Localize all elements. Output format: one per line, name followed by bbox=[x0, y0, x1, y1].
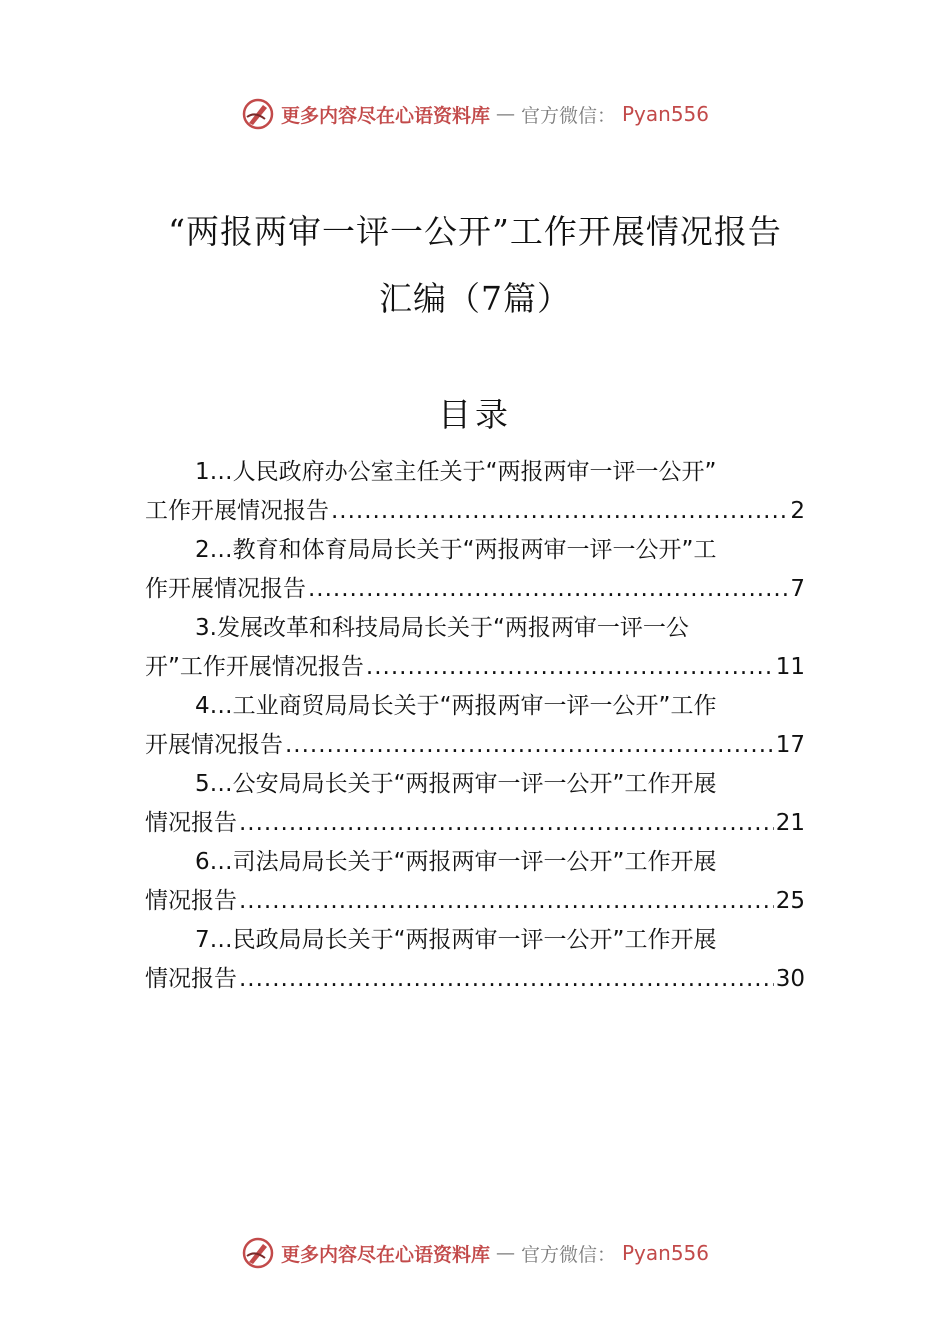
document-title-line2: 汇编（7篇） bbox=[379, 279, 571, 318]
toc-entry-1[interactable] bbox=[145, 453, 805, 531]
table-of-contents bbox=[145, 453, 805, 999]
toc-page-number: 21 bbox=[775, 810, 805, 836]
banner-dash: — bbox=[495, 1242, 515, 1264]
toc-entry-title-cont: 作开展情况报告 bbox=[145, 576, 306, 602]
toc-entry-6[interactable] bbox=[145, 843, 805, 921]
toc-heading: 目录 bbox=[438, 395, 512, 434]
footer-banner bbox=[0, 1233, 950, 1273]
document-title-line1: “两报两审一评一公开”工作开展情况报告 bbox=[168, 212, 782, 251]
banner-label: 官方微信： bbox=[520, 104, 616, 127]
toc-leader-dots bbox=[239, 804, 774, 843]
toc-leader-dots bbox=[239, 882, 774, 921]
toc-entry-5[interactable] bbox=[145, 765, 805, 843]
toc-entry-title-cont: 工作开展情况报告 bbox=[145, 498, 329, 524]
toc-entry-title-cont: 开”工作开展情况报告 bbox=[145, 654, 364, 680]
banner-label: 官方微信： bbox=[520, 1243, 616, 1266]
banner-wechat-id: Pyan556 bbox=[622, 1241, 710, 1265]
pen-seal-logo-icon bbox=[241, 1236, 275, 1270]
banner-text: 更多内容尽在心语资料库 bbox=[280, 1243, 490, 1266]
toc-leader-dots bbox=[285, 726, 774, 765]
toc-entry-title: 5…公安局局长关于“两报两审一评一公开”工作开展 bbox=[195, 771, 717, 797]
toc-entry-title: 3.发展改革和科技局局长关于“两报两审一评一公 bbox=[195, 615, 689, 641]
toc-entry-title-cont: 情况报告 bbox=[145, 966, 237, 992]
toc-page-number: 30 bbox=[775, 966, 805, 992]
toc-entry-title: 7…民政局局长关于“两报两审一评一公开”工作开展 bbox=[195, 927, 717, 953]
toc-page-number: 25 bbox=[775, 888, 805, 914]
banner-dash: — bbox=[495, 103, 515, 125]
toc-leader-dots bbox=[331, 492, 788, 531]
toc-entry-title: 2…教育和体育局局长关于“两报两审一评一公开”工 bbox=[195, 537, 717, 563]
toc-entry-title-cont: 情况报告 bbox=[145, 810, 237, 836]
toc-entry-title-cont: 开展情况报告 bbox=[145, 732, 283, 758]
toc-entry-title-cont: 情况报告 bbox=[145, 888, 237, 914]
toc-entry-7[interactable] bbox=[145, 921, 805, 999]
toc-entry-2[interactable] bbox=[145, 531, 805, 609]
toc-page-number: 11 bbox=[775, 654, 805, 680]
pen-seal-logo-icon bbox=[241, 97, 275, 131]
toc-entry-3[interactable] bbox=[145, 609, 805, 687]
toc-leader-dots bbox=[239, 960, 774, 999]
toc-page-number: 2 bbox=[790, 498, 805, 524]
banner-text: 更多内容尽在心语资料库 bbox=[280, 104, 490, 127]
banner-wechat-id: Pyan556 bbox=[622, 102, 710, 126]
toc-page-number: 7 bbox=[790, 576, 805, 602]
toc-page-number: 17 bbox=[775, 732, 805, 758]
toc-entry-title: 4…工业商贸局局长关于“两报两审一评一公开”工作 bbox=[195, 693, 717, 719]
toc-entry-title: 1…人民政府办公室主任关于“两报两审一评一公开” bbox=[195, 459, 717, 485]
toc-entry-title: 6…司法局局长关于“两报两审一评一公开”工作开展 bbox=[195, 849, 717, 875]
header-banner bbox=[0, 94, 950, 134]
toc-leader-dots bbox=[308, 570, 788, 609]
toc-leader-dots bbox=[366, 648, 774, 687]
toc-entry-4[interactable] bbox=[145, 687, 805, 765]
